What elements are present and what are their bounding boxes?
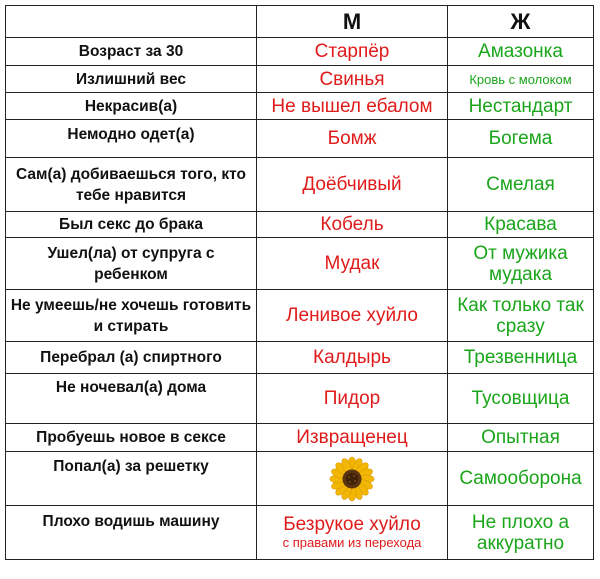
situation-cell: Попал(а) за решетку [6,452,257,506]
male-sublabel: с правами из перехода [282,535,422,550]
table-row [6,158,594,212]
situation-cell: Пробуешь новое в сексе [6,424,257,452]
male-label: Калдырь [257,342,448,374]
female-label: Самооборона [448,452,594,506]
situation-cell: Был секс до брака [6,212,257,238]
male-icon-cell [257,452,448,506]
female-label: Красава [448,212,594,238]
male-label: Кобель [257,212,448,238]
female-label: Нестандарт [448,93,594,120]
comparison-sheet [5,5,594,560]
female-label: Кровь с молоком [448,66,594,93]
situation-cell: Сам(а) добиваешься того, кто тебе нравится [6,158,257,212]
situation-cell: Немодно одет(а) [6,120,257,158]
female-label: Амазонка [448,38,594,66]
male-label: Безрукое хуйло [283,514,421,535]
header-row [6,6,594,38]
female-label: Смелая [448,158,594,212]
female-label: Тусовщица [448,374,594,424]
male-label: Доёбчивый [257,158,448,212]
table-row [6,506,594,560]
header-male: М [257,6,448,38]
table-row [6,452,594,506]
table-row [6,238,594,290]
situation-cell: Возраст за 30 [6,38,257,66]
table-row [6,93,594,120]
comparison-table [5,5,594,560]
table-row [6,290,594,342]
male-label: Мудак [257,238,448,290]
sunflower-icon [329,456,375,502]
situation-cell: Некрасив(а) [6,93,257,120]
female-label: Трезвенница [448,342,594,374]
male-label: Бомж [257,120,448,158]
male-label: Пидор [257,374,448,424]
situation-cell: Не ночевал(а) дома [6,374,257,424]
situation-cell: Не умеешь/не хочешь готовить и стирать [6,290,257,342]
table-row [6,212,594,238]
male-label: Извращенец [257,424,448,452]
male-label: Свинья [257,66,448,93]
table-row [6,38,594,66]
female-label: Как только так сразу [448,290,594,342]
female-label: Не плохо а аккуратно [448,506,594,560]
table-row [6,120,594,158]
table-row [6,424,594,452]
situation-cell: Плохо водишь машину [6,506,257,560]
situation-cell: Ушел(ла) от супруга с ребенком [6,238,257,290]
table-row [6,66,594,93]
female-label: Богема [448,120,594,158]
male-label: Старпёр [257,38,448,66]
table-row [6,342,594,374]
female-label: Опытная [448,424,594,452]
male-label: Не вышел ебалом [257,93,448,120]
header-blank-cell [6,6,257,38]
header-female: Ж [448,6,594,38]
situation-cell: Перебрал (а) спиртного [6,342,257,374]
male-label: Ленивое хуйло [257,290,448,342]
table-row [6,374,594,424]
male-label-cell [257,506,448,560]
female-label: От мужика мудака [448,238,594,290]
situation-cell: Излишний вес [6,66,257,93]
